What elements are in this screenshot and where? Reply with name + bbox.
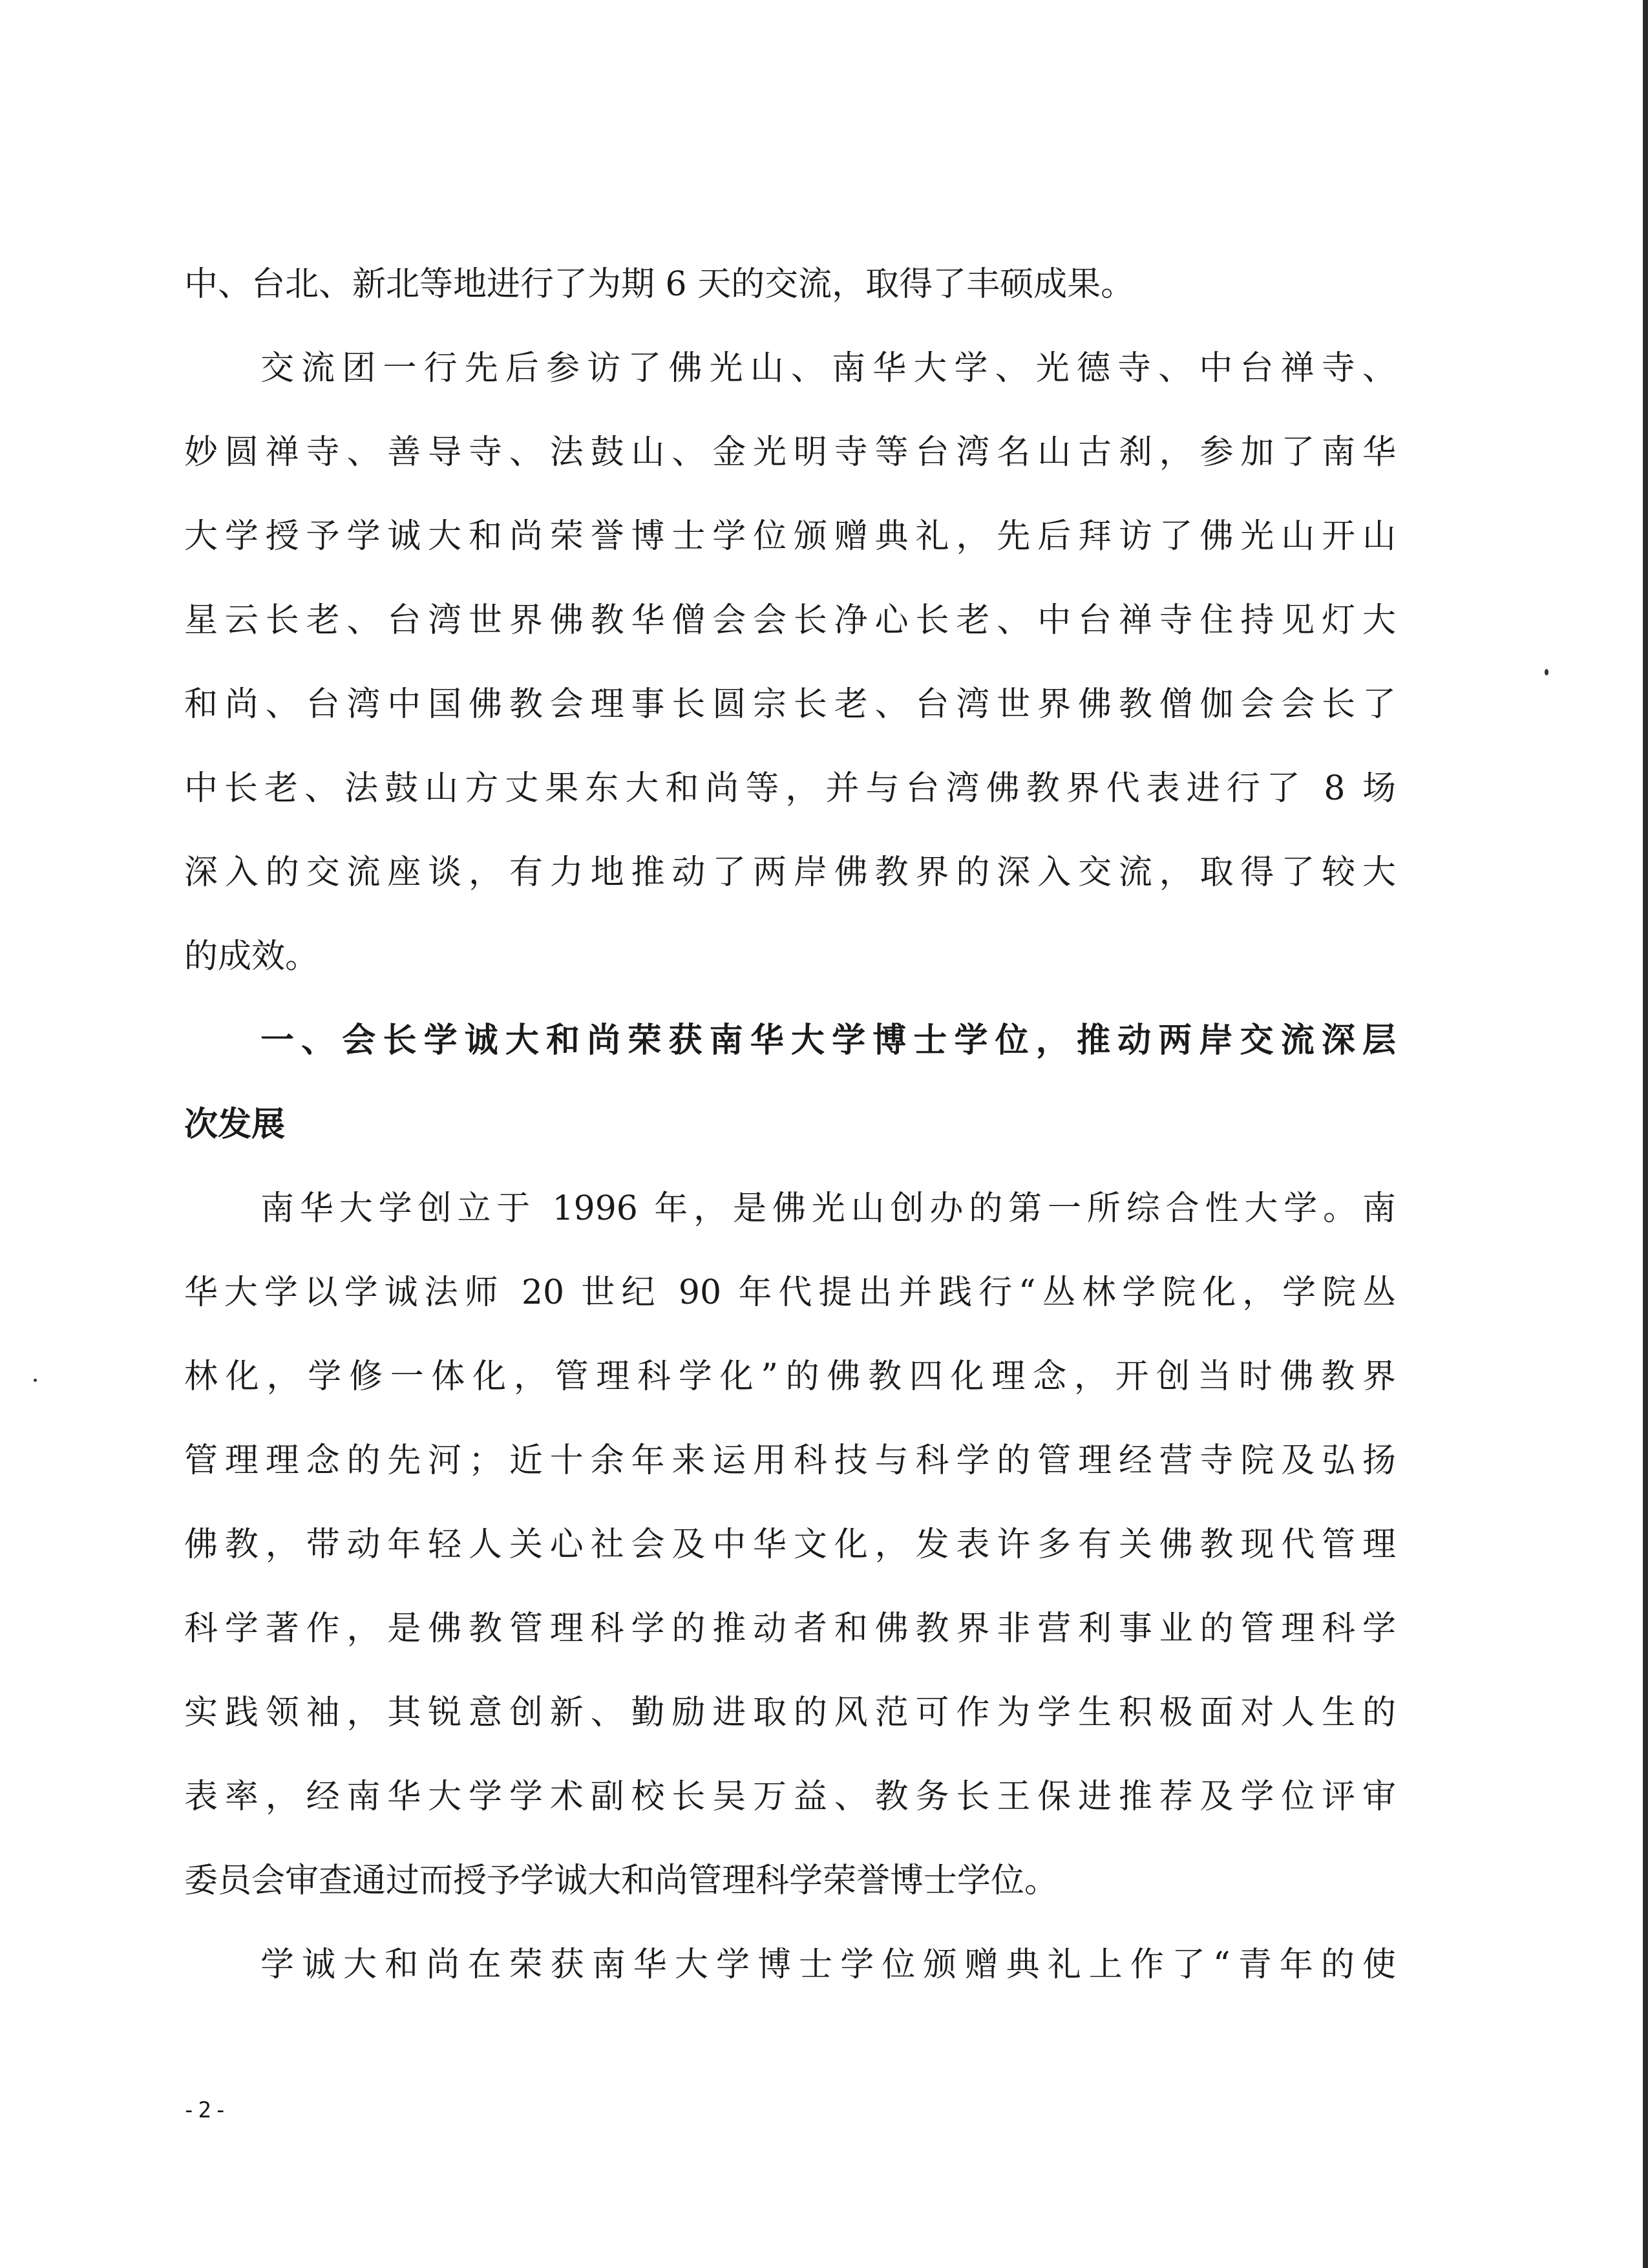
text-line: 的成效。 [184, 937, 319, 976]
text-line: 和尚、台湾中国佛教会理事长圆宗长老、台湾世界佛教僧伽会会长了 [184, 685, 1396, 724]
text-line: 林化，学修一体化，管理科学化”的佛教四化理念，开创当时佛教界 [184, 1357, 1396, 1396]
text-line: 大学授予学诚大和尚荣誉博士学位颁赠典礼，先后拜访了佛光山开山 [184, 517, 1396, 556]
paragraph-nanhua-university [184, 1167, 1396, 1923]
text-line: 交流团一行先后参访了佛光山、南华大学、光德寺、中台禅寺、 [260, 349, 1396, 388]
paragraph-ceremony-speech [184, 1923, 1396, 2007]
heading-line: 次发展 [184, 1105, 286, 1144]
paragraph-exchange-summary [184, 326, 1396, 999]
text-line: 佛教，带动年轻人关心社会及中华文化，发表许多有关佛教现代管理 [184, 1525, 1396, 1564]
document-body [184, 242, 1396, 2007]
text-line: 管理理念的先河；近十余年来运用科技与科学的管理经营寺院及弘扬 [184, 1441, 1396, 1480]
text-line: 南华大学创立于 1996 年，是佛光山创办的第一所综合性大学。南 [260, 1189, 1396, 1228]
heading-line: 一、会长学诚大和尚荣获南华大学博士学位，推动两岸交流深层 [260, 1021, 1396, 1060]
scan-speck [1545, 669, 1548, 675]
text-line: 深入的交流座谈，有力地推动了两岸佛教界的深入交流，取得了较大 [184, 853, 1396, 892]
text-line: 实践领袖，其锐意创新、勤励进取的风范可作为学生积极面对人生的 [184, 1693, 1396, 1732]
scan-edge [1643, 0, 1648, 2268]
text-line: 华大学以学诚法师 20 世纪 90 年代提出并践行“丛林学院化，学院丛 [184, 1273, 1396, 1312]
text-line: 委员会审查通过而授予学诚大和尚管理科学荣誉博士学位。 [184, 1861, 1059, 1900]
intro-line: 中、台北、新北等地进行了为期 6 天的交流，取得了丰硕成果。 [184, 265, 1135, 304]
text-line: 星云长老、台湾世界佛教华僧会会长净心长老、中台禅寺住持见灯大 [184, 601, 1396, 640]
section-heading-1 [184, 999, 1396, 1167]
text-line: 科学著作，是佛教管理科学的推动者和佛教界非营利事业的管理科学 [184, 1609, 1396, 1648]
text-line: 中长老、法鼓山方丈果东大和尚等，并与台湾佛教界代表进行了 8 场 [184, 769, 1396, 808]
text-line: 妙圆禅寺、善导寺、法鼓山、金光明寺等台湾名山古刹，参加了南华 [184, 433, 1396, 472]
page-number: -2- [182, 2097, 230, 2123]
text-line: 表率，经南华大学学术副校长吴万益、教务长王保进推荐及学位评审 [184, 1777, 1396, 1816]
scan-speck [34, 1379, 37, 1382]
text-line: 学诚大和尚在荣获南华大学博士学位颁赠典礼上作了“青年的使 [260, 1945, 1396, 1984]
